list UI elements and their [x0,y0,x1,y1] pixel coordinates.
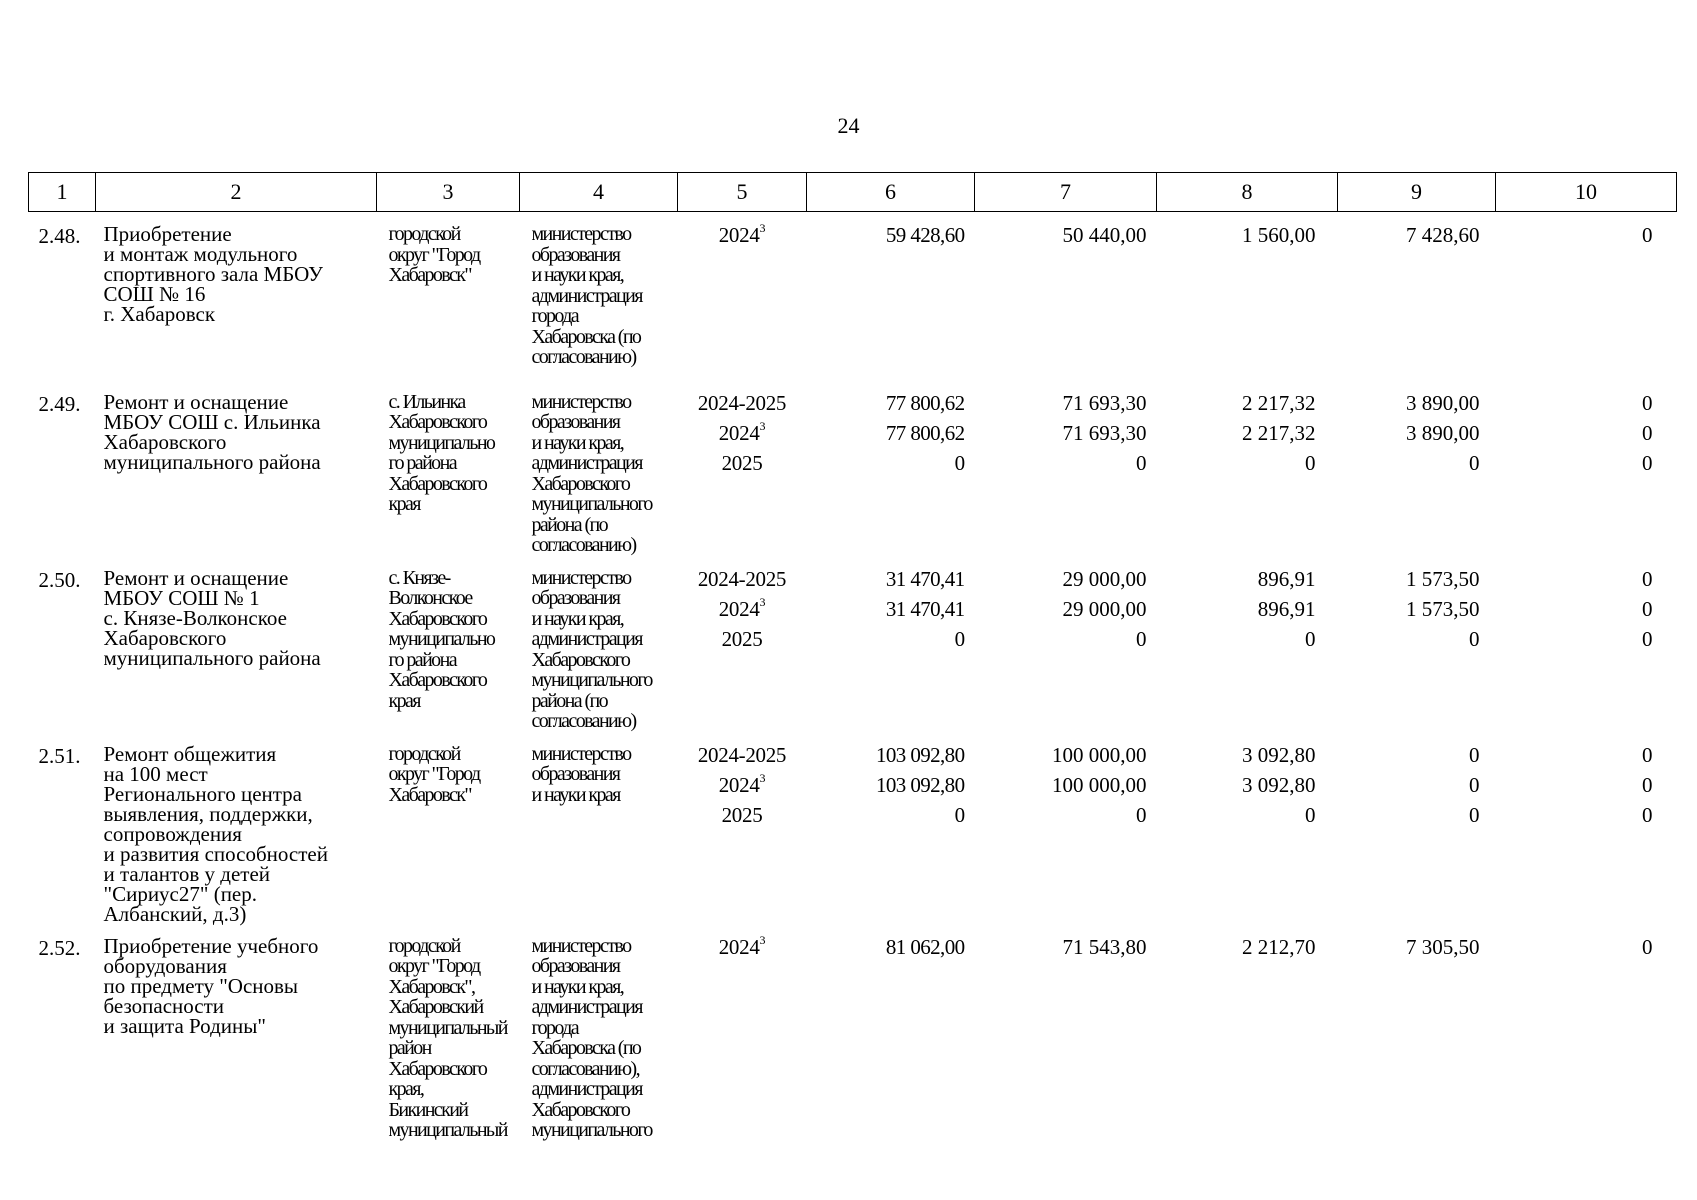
federal-budget-value: 71 693,30 [1062,390,1147,415]
header-col-7: 7 [975,173,1157,212]
period-year [678,594,807,624]
federal-budget-value: 0 [1136,450,1147,475]
local-budget-value: 1 573,50 [1406,596,1480,621]
total-cost-value: 0 [954,802,965,827]
federal-budget-value: 29 000,00 [1062,566,1147,591]
regional-budget-value: 0 [1305,802,1316,827]
header-col-9: 9 [1338,173,1496,212]
federal-budget-cell [975,212,1157,380]
year-text: 2024 [718,223,760,247]
other-sources-value: 0 [1642,450,1653,475]
executor: министерство образования и науки края, администрация города Хабаровска (по согласованию) [531,223,642,368]
local-budget-cell [1338,380,1496,556]
local-budget-cell [1338,556,1496,732]
year-text: 2025 [721,450,763,475]
local-budget-value: 0 [1469,772,1480,797]
other-sources-value: 0 [1642,420,1653,445]
federal-budget-cell [975,380,1157,556]
federal-budget-value: 100 000,00 [1052,772,1147,797]
local-budget-cell [1338,212,1496,380]
territory: городской округ "Город Хабаровск" [388,742,480,806]
local-budget-cell [1338,732,1496,924]
period-year [678,388,807,418]
regional-budget-value: 0 [1305,450,1316,475]
local-budget-value: 0 [1469,802,1480,827]
total-cost-value: 0 [954,450,965,475]
territory: с. Князе- Волконское Хабаровского муниципально го района Хабаровского края [388,566,495,712]
total-cost-cell [807,212,975,380]
year-text: 2024 [718,596,760,621]
total-cost-cell [807,924,975,1144]
table-header [29,173,1677,212]
period-year [678,932,807,962]
measure-name: Приобретение и монтаж модульного спортивного зала МБОУ СОШ № 16 г. Хабаровск [103,222,323,326]
total-cost-value: 31 470,41 [885,596,965,621]
territory: с. Ильинка Хабаровского муниципально го района Хабаровского края [388,390,495,515]
period-year [678,800,807,830]
total-cost-value: 77 800,62 [885,390,965,415]
footnote-mark: 3 [759,770,766,785]
table-row [29,212,1677,380]
other-sources-value: 0 [1642,390,1653,415]
page-number: 24 [837,113,860,138]
regional-budget-value: 3 092,80 [1242,772,1316,797]
territory: городской округ "Город Хабаровск" [388,223,480,286]
regional-budget-cell [1157,732,1338,924]
other-sources-cell [1496,212,1677,380]
footnote-mark: 3 [759,594,766,609]
local-budget-cell [1338,924,1496,1144]
row-number: 2.50. [38,567,81,592]
other-sources-cell [1496,732,1677,924]
other-sources-value: 0 [1642,566,1653,591]
measure-name: Приобретение учебного оборудования по предмету "Основы безопасности и защита Родины" [103,933,319,1038]
other-sources-cell [1496,924,1677,1144]
total-cost-cell [807,556,975,732]
regional-budget-value: 2 217,32 [1242,420,1316,445]
local-budget-value: 3 890,00 [1406,420,1480,445]
period-cell [678,732,807,924]
year-text: 2025 [721,802,763,827]
year-text: 2024 [718,772,760,797]
period-year [678,624,807,654]
period-year [678,220,807,250]
year-text: 2024-2025 [697,566,787,591]
row-number: 2.52. [38,935,81,960]
local-budget-value: 0 [1469,450,1480,475]
year-text: 2024 [718,420,760,445]
period-year [678,448,807,478]
local-budget-value: 3 890,00 [1406,390,1480,415]
executor: министерство образования и науки края [531,742,631,806]
regional-budget-value: 0 [1305,626,1316,651]
header-col-1: 1 [29,173,96,212]
total-cost-value: 31 470,41 [885,566,965,591]
regional-budget-cell [1157,380,1338,556]
measure-name: Ремонт и оснащение МБОУ СОШ с. Ильинка Хабаровского муниципального района [103,389,321,474]
total-cost-value: 77 800,62 [885,420,965,445]
period-year [678,740,807,770]
total-cost-value: 59 428,60 [885,223,965,247]
period-year [678,770,807,800]
federal-budget-value: 71 543,80 [1062,934,1147,959]
federal-budget-value: 100 000,00 [1052,742,1147,767]
federal-budget-value: 71 693,30 [1062,420,1147,445]
other-sources-value: 0 [1642,934,1653,959]
local-budget-value: 0 [1469,742,1480,767]
executor: министерство образования и науки края, администрация Хабаровского муниципального района (по согласованию) [531,566,652,732]
other-sources-value: 0 [1642,802,1653,827]
federal-budget-value: 0 [1136,802,1147,827]
header-col-4: 4 [520,173,678,212]
other-sources-cell [1496,380,1677,556]
table-row [29,556,1677,732]
regional-budget-value: 2 212,70 [1242,934,1316,959]
header-col-5: 5 [678,173,807,212]
other-sources-value: 0 [1642,596,1653,621]
regional-budget-value: 1 560,00 [1242,223,1316,247]
year-text: 2024 [718,934,760,959]
regional-budget-value: 896,91 [1257,566,1316,591]
regional-budget-cell [1157,556,1338,732]
header-col-2: 2 [96,173,377,212]
local-budget-value: 7 305,50 [1406,934,1480,959]
row-number: 2.51. [38,743,81,768]
other-sources-value: 0 [1642,772,1653,797]
table-row [29,924,1677,1144]
local-budget-value: 1 573,50 [1406,566,1480,591]
federal-budget-value: 29 000,00 [1062,596,1147,621]
period-cell [678,924,807,1144]
footnote-mark: 3 [759,932,766,947]
year-text: 2024-2025 [697,390,787,415]
regional-budget-value: 2 217,32 [1242,390,1316,415]
federal-budget-cell [975,924,1157,1144]
footnote-mark: 3 [759,418,766,433]
header-col-6: 6 [807,173,975,212]
federal-budget-cell [975,556,1157,732]
period-year [678,564,807,594]
regional-budget-value: 3 092,80 [1242,742,1316,767]
other-sources-value: 0 [1642,626,1653,651]
table-body [29,212,1677,1144]
table-row [29,732,1677,924]
period-cell [678,380,807,556]
footnote-mark: 3 [759,221,766,235]
row-number: 2.48. [38,224,81,248]
row-number: 2.49. [38,391,81,416]
year-text: 2024-2025 [697,742,787,767]
program-table [28,172,1677,1144]
header-col-3: 3 [377,173,520,212]
total-cost-cell [807,732,975,924]
executor: министерство образования и науки края, администрация города Хабаровска (по согласованию), администрация Хабаровского муниципального [531,934,652,1141]
period-cell [678,556,807,732]
regional-budget-cell [1157,924,1338,1144]
year-text: 2025 [721,626,763,651]
local-budget-value: 7 428,60 [1406,223,1480,247]
federal-budget-value: 50 440,00 [1062,223,1147,247]
regional-budget-cell [1157,212,1338,380]
period-cell [678,212,807,380]
other-sources-value: 0 [1642,223,1653,247]
total-cost-value: 0 [954,626,965,651]
header-col-10: 10 [1496,173,1677,212]
territory: городской округ "Город Хабаровск", Хабаровский муниципальный район Хабаровского края, Бикинский муниципальный [388,934,507,1141]
total-cost-value: 81 062,00 [885,934,965,959]
other-sources-cell [1496,556,1677,732]
executor: министерство образования и науки края, администрация Хабаровского муниципального района (по согласованию) [531,390,652,556]
other-sources-value: 0 [1642,742,1653,767]
measure-name: Ремонт и оснащение МБОУ СОШ № 1 с. Князе-Волконское Хабаровского муниципального района [103,565,321,670]
federal-budget-cell [975,732,1157,924]
federal-budget-value: 0 [1136,626,1147,651]
local-budget-value: 0 [1469,626,1480,651]
regional-budget-value: 896,91 [1257,596,1316,621]
header-col-8: 8 [1157,173,1338,212]
period-year [678,418,807,448]
measure-name: Ремонт общежития на 100 мест Регионального центра выявления, поддержки, сопровождения и развития способностей и талантов у детей "Сириус27" (пер. Албанский, д.3) [103,741,328,926]
total-cost-value: 103 092,80 [875,772,965,797]
total-cost-value: 103 092,80 [875,742,965,767]
total-cost-cell [807,380,975,556]
table-row [29,380,1677,556]
